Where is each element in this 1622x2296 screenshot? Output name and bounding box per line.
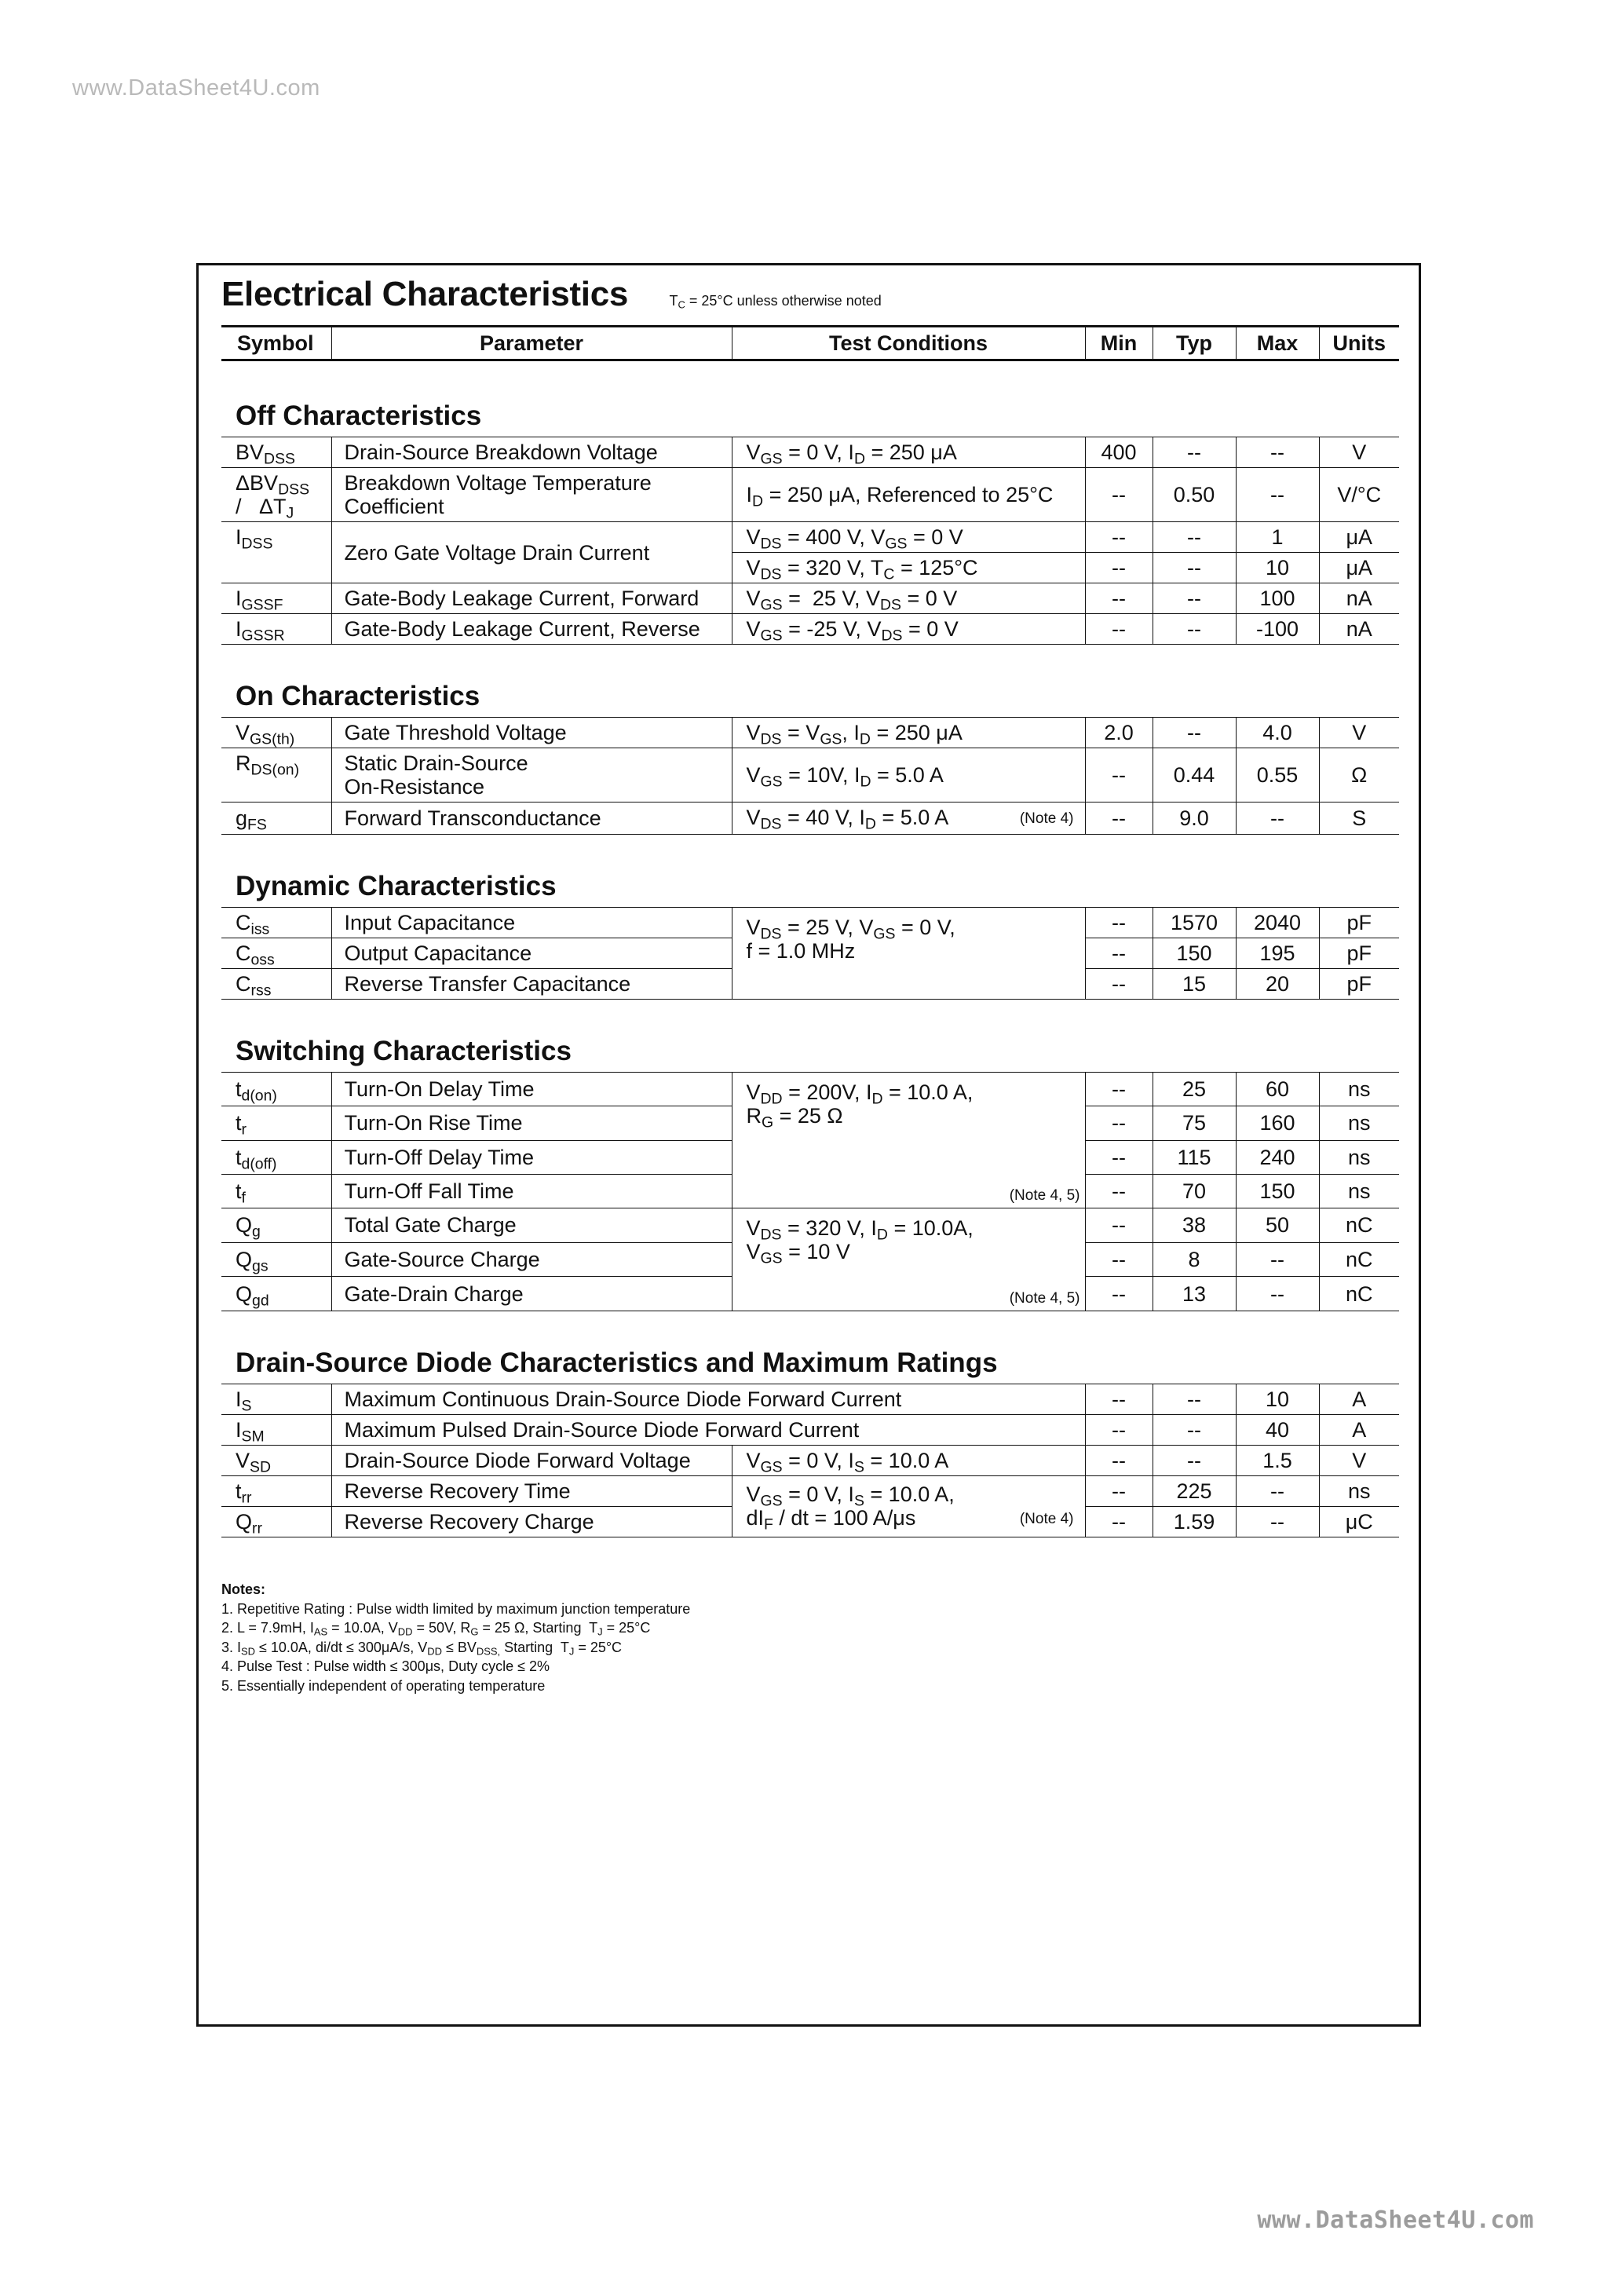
symbol-cell: $BV_{DSS}$ — [221, 437, 331, 468]
value-cell: -- — [1085, 1446, 1153, 1476]
value-cell: 50 — [1236, 1208, 1319, 1243]
value-cell: -- — [1085, 614, 1153, 645]
value-cell: -- — [1085, 553, 1153, 583]
value-cell: Ω — [1319, 748, 1399, 803]
value-cell: -- — [1085, 1174, 1153, 1208]
value-cell: -- — [1085, 1208, 1153, 1243]
value-cell: On Characteristics — [221, 645, 1399, 718]
value-cell: Gate-Body Leakage Current, Forward — [331, 583, 732, 614]
symbol-cell: $Q_{gd}$ — [221, 1277, 331, 1311]
value-cell: 15 — [1153, 969, 1236, 1000]
note-3: 3. $I_{SD} \le 10.0A$, di/dt ≤ 300μA/s, $V_{DD} \le BV_{DSS,}$ Starting $T_J = 25^\circ C$ — [221, 1639, 623, 1658]
note-5: 5. Essentially independent of operating temperature — [221, 1677, 546, 1694]
condition-note: $T_C = 25^\circ C$ unless otherwise noted — [669, 293, 882, 311]
value-cell: Gate Threshold Voltage — [331, 718, 732, 748]
value-cell: -- — [1085, 468, 1153, 522]
value-cell: Gate-Body Leakage Current, Reverse — [331, 614, 732, 645]
symbol-cell: $I_S$ — [221, 1384, 331, 1415]
value-cell: -- — [1085, 908, 1153, 938]
value-cell: Gate-Source Charge — [331, 1242, 732, 1277]
value-cell: Reverse Recovery Charge — [331, 1507, 732, 1537]
value-cell: 13 — [1153, 1277, 1236, 1311]
symbol-cell: $Q_{rr}$ — [221, 1507, 331, 1537]
value-cell: 10 — [1236, 553, 1319, 583]
table-row: $I_{GSSF}$ Gate-Body Leakage Current, Forward $V_{GS} = 25$ V, $V_{DS} = 0$ V -- -- 100 nA — [221, 583, 1399, 614]
col-typ: Typ — [1153, 327, 1236, 360]
value-cell: A — [1319, 1384, 1399, 1415]
table-row — [221, 1384, 1399, 1415]
value-cell: -- — [1153, 437, 1236, 468]
value-cell: -- — [1085, 1073, 1153, 1106]
table-row: $t_{d(on)}$ Turn-On Delay Time $V_{DD} = 200V$, $I_D = 10.0$ A, $R_G = 25$ Ω (Note 4, 5) -- 25 60 ns — [221, 1073, 1399, 1106]
value-cell: 20 — [1236, 969, 1319, 1000]
value-cell: V — [1319, 1446, 1399, 1476]
value-cell: Drain-Source Diode Forward Voltage — [331, 1446, 732, 1476]
value-cell: -- — [1236, 1277, 1319, 1311]
value-cell: pF — [1319, 938, 1399, 969]
value-cell: 75 — [1153, 1106, 1236, 1140]
value-cell: Drain-Source Breakdown Voltage — [331, 437, 732, 468]
symbol-cell: $\Delta BV_{DSS}$ / $\Delta T_J$ — [221, 468, 331, 522]
value-cell: nC — [1319, 1242, 1399, 1277]
value-cell: μC — [1319, 1507, 1399, 1537]
watermark-top: www.DataSheet4U.com — [72, 75, 320, 101]
value-cell: -- — [1085, 522, 1153, 553]
value-cell: -- — [1085, 1106, 1153, 1140]
value-cell: 195 — [1236, 938, 1319, 969]
value-cell: Total Gate Charge — [331, 1208, 732, 1243]
value-cell: -- — [1085, 1507, 1153, 1537]
value-cell: 1 — [1236, 522, 1319, 553]
value-cell: ns — [1319, 1174, 1399, 1208]
value-cell: μA — [1319, 553, 1399, 583]
table-header-row — [221, 327, 1399, 360]
value-cell: Turn-On Delay Time — [331, 1073, 732, 1106]
value-cell: ns — [1319, 1476, 1399, 1507]
value-cell: 9.0 — [1153, 803, 1236, 835]
table-row: $C_{iss}$ Input Capacitance $V_{DS} = 25$ V, $V_{GS} = 0$ V, f = 1.0 MHz -- 1570 2040 pF — [221, 908, 1399, 938]
symbol-cell: $I_{DSS}$ — [221, 522, 331, 583]
section-heading-diode — [221, 1311, 1399, 1384]
value-cell: pF — [1319, 969, 1399, 1000]
value-cell: Maximum Pulsed Drain-Source Diode Forward Current — [331, 1415, 1085, 1446]
value-cell: -100 — [1236, 614, 1319, 645]
value-cell: 10 — [1236, 1384, 1319, 1415]
value-cell: 115 — [1153, 1140, 1236, 1174]
value-cell: -- — [1153, 583, 1236, 614]
symbol-cell: $V_{SD}$ — [221, 1446, 331, 1476]
value-cell: 1.5 — [1236, 1446, 1319, 1476]
symbol-cell: $I_{GSSF}$ — [221, 583, 331, 614]
value-cell: 4.0 — [1236, 718, 1319, 748]
symbol-cell: $Q_g$ — [221, 1208, 331, 1243]
value-cell: -- — [1153, 718, 1236, 748]
value-cell: 1570 — [1153, 908, 1236, 938]
page-title: Electrical Characteristics — [221, 275, 629, 313]
col-units: Units — [1319, 327, 1399, 360]
symbol-cell: $I_{SM}$ — [221, 1415, 331, 1446]
value-cell: ns — [1319, 1106, 1399, 1140]
value-cell: 60 — [1236, 1073, 1319, 1106]
value-cell: 70 — [1153, 1174, 1236, 1208]
note-1: 1. Repetitive Rating : Pulse width limited by maximum junction temperature — [221, 1600, 691, 1617]
value-cell: -- — [1085, 1277, 1153, 1311]
table-row — [221, 1415, 1399, 1446]
value-cell: -- — [1153, 614, 1236, 645]
table-row: $t_{rr}$ Reverse Recovery Time $V_{GS} = 0$ V, $I_S = 10.0$ A, $dI_F$ / dt = 100 A/μs (Note 4) -- 225 -- ns — [221, 1476, 1399, 1507]
value-cell: 0.55 — [1236, 748, 1319, 803]
value-cell: nC — [1319, 1277, 1399, 1311]
value-cell: -- — [1085, 1415, 1153, 1446]
notes-heading: Notes: — [221, 1581, 266, 1597]
value-cell: Drain-Source Diode Characteristics and Maximum Ratings — [221, 1311, 1399, 1384]
value-cell: nC — [1319, 1208, 1399, 1243]
col-symbol: Symbol — [221, 327, 331, 360]
value-cell: Forward Transconductance — [331, 803, 732, 835]
col-test-conditions: Test Conditions — [732, 327, 1085, 360]
value-cell: Switching Characteristics — [221, 1000, 1399, 1073]
value-cell: S — [1319, 803, 1399, 835]
value-cell: -- — [1236, 1507, 1319, 1537]
value-cell: -- — [1153, 522, 1236, 553]
value-cell: -- — [1085, 969, 1153, 1000]
value-cell: 2040 — [1236, 908, 1319, 938]
value-cell: Zero Gate Voltage Drain Current — [331, 522, 732, 583]
value-cell: Turn-Off Fall Time — [331, 1174, 732, 1208]
value-cell: -- — [1153, 553, 1236, 583]
value-cell: μA — [1319, 522, 1399, 553]
section-heading-dynamic — [221, 835, 1399, 908]
table-row: $g_{FS}$ Forward Transconductance $V_{DS} = 40$ V, $I_D = 5.0$ A (Note 4) -- 9.0 -- S — [221, 803, 1399, 835]
value-cell: ns — [1319, 1140, 1399, 1174]
value-cell: Dynamic Characteristics — [221, 835, 1399, 908]
value-cell: 25 — [1153, 1073, 1236, 1106]
value-cell: 150 — [1153, 938, 1236, 969]
value-cell: -- — [1085, 1384, 1153, 1415]
symbol-cell: $I_{GSSR}$ — [221, 614, 331, 645]
watermark-bottom: www.DataSheet4U.com — [1257, 2206, 1534, 2234]
symbol-cell: $t_{d(off)}$ — [221, 1140, 331, 1174]
col-min: Min — [1085, 327, 1153, 360]
value-cell: 0.44 — [1153, 748, 1236, 803]
symbol-cell: $t_{d(on)}$ — [221, 1073, 331, 1106]
symbol-cell: $t_f$ — [221, 1174, 331, 1208]
value-cell: -- — [1085, 938, 1153, 969]
symbol-cell: $C_{oss}$ — [221, 938, 331, 969]
table-row: $BV_{DSS}$ Drain-Source Breakdown Voltage $V_{GS} = 0$ V, $I_D = 250$ μA 400 -- -- V — [221, 437, 1399, 468]
symbol-cell: $Q_{gs}$ — [221, 1242, 331, 1277]
symbol-cell: $C_{rss}$ — [221, 969, 331, 1000]
value-cell: Maximum Continuous Drain-Source Diode Forward Current — [331, 1384, 1085, 1415]
value-cell: 38 — [1153, 1208, 1236, 1243]
symbol-cell: $R_{DS(on)}$ — [221, 748, 331, 803]
table-row: $V_{GS(th)}$ Gate Threshold Voltage $V_{DS} = V_{GS}$, $I_D = 250$ μA 2.0 -- 4.0 V — [221, 718, 1399, 748]
symbol-cell: $g_{FS}$ — [221, 803, 331, 835]
note-4: 4. Pulse Test : Pulse width ≤ 300μs, Duty cycle ≤ 2% — [221, 1658, 550, 1674]
value-cell: A — [1319, 1415, 1399, 1446]
value-cell: Turn-Off Delay Time — [331, 1140, 732, 1174]
value-cell: Reverse Recovery Time — [331, 1476, 732, 1507]
value-cell: 150 — [1236, 1174, 1319, 1208]
table-row: $R_{DS(on)}$ Static Drain-Source On-Resistance $V_{GS} = 10V$, $I_D = 5.0$ A -- 0.44 0.55 Ω — [221, 748, 1399, 803]
value-cell: -- — [1236, 437, 1319, 468]
value-cell: Gate-Drain Charge — [331, 1277, 732, 1311]
table-row: $I_{DSS}$ Zero Gate Voltage Drain Current $V_{DS} = 400$ V, $V_{GS} = 0$ V -- -- 1 μA — [221, 522, 1399, 553]
table-row: $\Delta BV_{DSS}$ / $\Delta T_J$ Breakdown Voltage Temperature Coefficient $I_D = 250$ μA, Referenced to 25°C -- 0.50 -- V/°C — [221, 468, 1399, 522]
value-cell: -- — [1085, 1476, 1153, 1507]
value-cell: 8 — [1153, 1242, 1236, 1277]
value-cell: ns — [1319, 1073, 1399, 1106]
value-cell: 100 — [1236, 583, 1319, 614]
value-cell: -- — [1236, 803, 1319, 835]
value-cell: -- — [1153, 1415, 1236, 1446]
value-cell: 2.0 — [1085, 718, 1153, 748]
table-row: $V_{DS} = 320$ V, $T_C = 125^\circ C$ -- -- 10 μA — [221, 553, 1399, 583]
notes-block — [221, 1580, 690, 1695]
value-cell: 240 — [1236, 1140, 1319, 1174]
title-row — [221, 275, 882, 314]
value-cell: nA — [1319, 583, 1399, 614]
table-row: $V_{SD}$ Drain-Source Diode Forward Voltage $V_{GS} = 0$ V, $I_S = 10.0$ A -- -- 1.5 V — [221, 1446, 1399, 1476]
value-cell: Input Capacitance — [331, 908, 732, 938]
value-cell: -- — [1085, 583, 1153, 614]
col-max: Max — [1236, 327, 1319, 360]
table-row: $I_{GSSR}$ Gate-Body Leakage Current, Reverse $V_{GS} = -25$ V, $V_{DS} = 0$ V -- -- -100 nA — [221, 614, 1399, 645]
note-2: 2. L = 7.9mH, $I_{AS} = 10.0A$, $V_{DD} = 50V$, $R_G = 25$ Ω, Starting $T_J = 25^\circ C$ — [221, 1620, 651, 1638]
section-heading-off — [221, 360, 1399, 437]
value-cell: -- — [1236, 1242, 1319, 1277]
value-cell: 160 — [1236, 1106, 1319, 1140]
value-cell: -- — [1085, 748, 1153, 803]
col-parameter: Parameter — [331, 327, 732, 360]
value-cell: -- — [1153, 1446, 1236, 1476]
value-cell: 225 — [1153, 1476, 1236, 1507]
value-cell: -- — [1085, 803, 1153, 835]
symbol-cell: $t_r$ — [221, 1106, 331, 1140]
electrical-characteristics-table — [221, 325, 1399, 1537]
value-cell: Reverse Transfer Capacitance — [331, 969, 732, 1000]
value-cell: nA — [1319, 614, 1399, 645]
value-cell: V/°C — [1319, 468, 1399, 522]
symbol-cell: $V_{GS(th)}$ — [221, 718, 331, 748]
value-cell: 40 — [1236, 1415, 1319, 1446]
value-cell: -- — [1085, 1242, 1153, 1277]
value-cell: pF — [1319, 908, 1399, 938]
value-cell: 1.59 — [1153, 1507, 1236, 1537]
value-cell: V — [1319, 437, 1399, 468]
value-cell: -- — [1236, 468, 1319, 522]
table-row: $Q_g$ Total Gate Charge $V_{DS} = 320$ V, $I_D = 10.0A$, $V_{GS} = 10$ V (Note 4, 5) -- 38 50 nC — [221, 1208, 1399, 1243]
value-cell: -- — [1153, 1384, 1236, 1415]
value-cell: -- — [1236, 1476, 1319, 1507]
value-cell: -- — [1085, 1140, 1153, 1174]
section-heading-switching — [221, 1000, 1399, 1073]
symbol-cell: $t_{rr}$ — [221, 1476, 331, 1507]
value-cell: 400 — [1085, 437, 1153, 468]
value-cell: 0.50 — [1153, 468, 1236, 522]
section-heading-on — [221, 645, 1399, 718]
value-cell: V — [1319, 718, 1399, 748]
value-cell: Turn-On Rise Time — [331, 1106, 732, 1140]
symbol-cell: $C_{iss}$ — [221, 908, 331, 938]
value-cell: Off Characteristics — [221, 360, 1399, 437]
value-cell: Output Capacitance — [331, 938, 732, 969]
